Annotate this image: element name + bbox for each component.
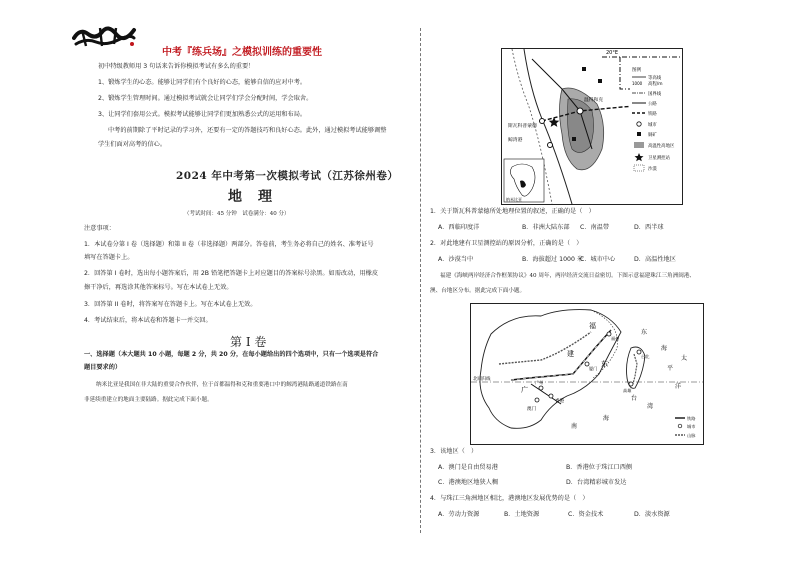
map-label: 东	[641, 329, 648, 336]
column-divider	[420, 28, 421, 533]
notes-title: 注意事项：	[84, 225, 115, 232]
legend-title: 图例	[632, 68, 642, 73]
option-a[interactable]: A．西临印度洋	[438, 224, 480, 231]
map-label: 海	[603, 415, 610, 422]
map-label: 台	[631, 395, 638, 402]
city-label: 福州	[611, 336, 620, 341]
intro-paragraph: 初中特级教师用 3 句话来告诉你模拟考试有多么的重要！	[98, 63, 255, 70]
subject-title: 地理	[228, 189, 288, 205]
map-label: 香港	[555, 399, 565, 404]
brand-logo	[72, 24, 138, 50]
question-stem: 4．与珠江三角洲地区相比，港澳地区发展优势的是（ ）	[430, 495, 589, 502]
notes-item: 2．回答第 I 卷时，选出每小题答案后，用 2B 铅笔把答题卡上对应题目的答案标号涂黑。如需改动，用橡皮	[84, 270, 379, 277]
legend-item: 高温性高地区	[648, 144, 675, 149]
map-label: 东	[601, 360, 608, 368]
option-d[interactable]: D．西半球	[634, 224, 664, 231]
city-label: 高雄	[623, 388, 632, 393]
exam-title: 2024 年中考第一次模拟考试（江苏徐州卷）	[176, 170, 399, 182]
legend-item: 沙漠	[648, 167, 657, 172]
legend-item: 铁路	[648, 112, 657, 117]
city-label: 台北	[641, 354, 650, 359]
option-b[interactable]: B．非洲大陆东部	[522, 224, 570, 231]
tropic-label: 北回归线	[473, 377, 491, 382]
intro-paragraph: 1、锻炼学生的心态。能够让同学们有个良好的心态，能够自信的应对中考。	[98, 79, 307, 86]
legend-item: 等高线	[648, 76, 662, 81]
place-label: 斯瓦科普蒙德	[508, 124, 537, 129]
map-label: 建	[567, 350, 574, 358]
passage-text: 福建《海峡两岸经济合作框架协议》40 周年，两岸经济交流日益密切。下图示意福建珠江三角洲闽港、	[440, 273, 696, 279]
legend-item: 高程/m	[648, 82, 663, 87]
time-note: （考试时间：45 分钟 试卷满分：40 分）	[184, 211, 290, 217]
option-c[interactable]: C．南温带	[580, 224, 610, 231]
coastal-region-map	[470, 303, 704, 445]
legend-item: 城市	[648, 123, 657, 128]
intro-paragraph: 学生们面对高考的信心。	[98, 141, 167, 148]
city-label: 厦门	[589, 366, 598, 371]
notes-item: 擦干净后，再选涂其他答案标号。写在本试卷上无效。	[84, 284, 233, 291]
option-b[interactable]: B．海拔超过 1000 米	[522, 256, 584, 263]
map-label: 澳门	[527, 407, 537, 412]
place-label: 鲸湾港	[508, 138, 523, 143]
intro-paragraph: 2、锻炼学生管理时间。通过模拟考试就会让同学们学会分配时间，学会取舍。	[98, 95, 313, 102]
intro-paragraph: 中考的前期除了平时记录的学习外，还要有一定的答题技巧和良好心态。此外，通过模拟考试能够调整	[108, 127, 387, 134]
map-label: 太	[681, 355, 688, 362]
passage-text: 澳、台地区分布。据此完成下面小题。	[430, 288, 526, 294]
option-c[interactable]: C．城市中心	[580, 256, 616, 263]
namibia-map	[501, 48, 683, 205]
legend-item: 公路	[648, 102, 657, 107]
option-c[interactable]: C．资金技术	[568, 511, 604, 518]
intro-text: 纳米比亚是我国在非大陆的重要合作伙伴，位于首都温得和克和重要港口中的鲸湾港陆路通道铁路在南	[96, 382, 348, 388]
option-b[interactable]: B．香港位于珠江口西侧	[566, 464, 633, 471]
intro-paragraph: 3、让同学们套用公式。模拟考试能够让同学们更加熟悉公式的运用和布局。	[98, 111, 307, 118]
map-label: 湾	[647, 403, 654, 410]
map-label: 平	[667, 365, 674, 372]
inset-label: 纳米比亚	[506, 197, 522, 202]
part-title: 第 I 卷	[230, 335, 267, 349]
notes-item: 4．考试结束后，将本试卷和答题卡一并交回。	[84, 317, 212, 324]
option-d[interactable]: D．台湾精彩城市发达	[566, 479, 627, 486]
notes-item: 填写在答题卡上。	[84, 254, 134, 261]
section-heading: 题目要求的）	[84, 364, 122, 371]
option-d[interactable]: D．淡水资源	[634, 511, 670, 518]
legend-item: 国界线	[648, 92, 662, 97]
legend-item: 山脉	[687, 433, 696, 438]
notes-item: 1．本试卷分第 I 卷（选择题）和第 II 卷（非选择题）两部分。答卷前，考生务必将自己的姓名、准考证号	[84, 241, 374, 248]
longitude-label: 20°E	[606, 50, 619, 56]
question-stem: 1．关于斯瓦科普蒙德所处地理位置的叙述，正确的是（ ）	[430, 208, 595, 215]
option-b[interactable]: B．土地资源	[504, 511, 540, 518]
legend-item: 卫星测控站	[648, 156, 670, 161]
question-stem: 2．对此地建有卫星测控站的原因分析，正确的是（ ）	[430, 240, 583, 247]
option-d[interactable]: D．高温性地区	[634, 256, 676, 263]
map-label: 南	[571, 423, 578, 430]
section-heading: 一、选择题（本大题共 10 小题，每题 2 分，共 20 分，在每小题给出的四个选项中，只有一个选项是符合	[84, 351, 379, 358]
question-stem: 3．该地区（ ）	[430, 448, 478, 455]
legend-item: 铜矿	[648, 133, 657, 138]
city-label: 广州	[535, 380, 544, 385]
map-label: 广	[521, 386, 528, 394]
option-a[interactable]: A．沙漠当中	[438, 256, 474, 263]
map-label: 福	[589, 322, 596, 330]
option-a[interactable]: A．澳门是自由贸易港	[438, 464, 498, 471]
option-a[interactable]: A．劳动力资源	[438, 511, 480, 518]
map-label: 洋	[675, 383, 682, 390]
legend-item: 铁路	[687, 416, 696, 421]
notes-item: 3．回答第 II 卷时，将答案写在答题卡上。写在本试卷上无效。	[84, 301, 257, 308]
legend-item: 城市	[687, 424, 696, 429]
contour-value: 1000	[632, 81, 643, 86]
intro-text: 非延续重建立的地面主要陆路。据此完成下面小题。	[84, 397, 213, 403]
banner-title: 中考『练兵场』之模拟训练的重要性	[162, 47, 322, 58]
place-label: 温得和克	[584, 98, 604, 103]
option-c[interactable]: C．港澳地区地狭人稠	[438, 479, 499, 486]
map-label: 海	[661, 345, 668, 352]
